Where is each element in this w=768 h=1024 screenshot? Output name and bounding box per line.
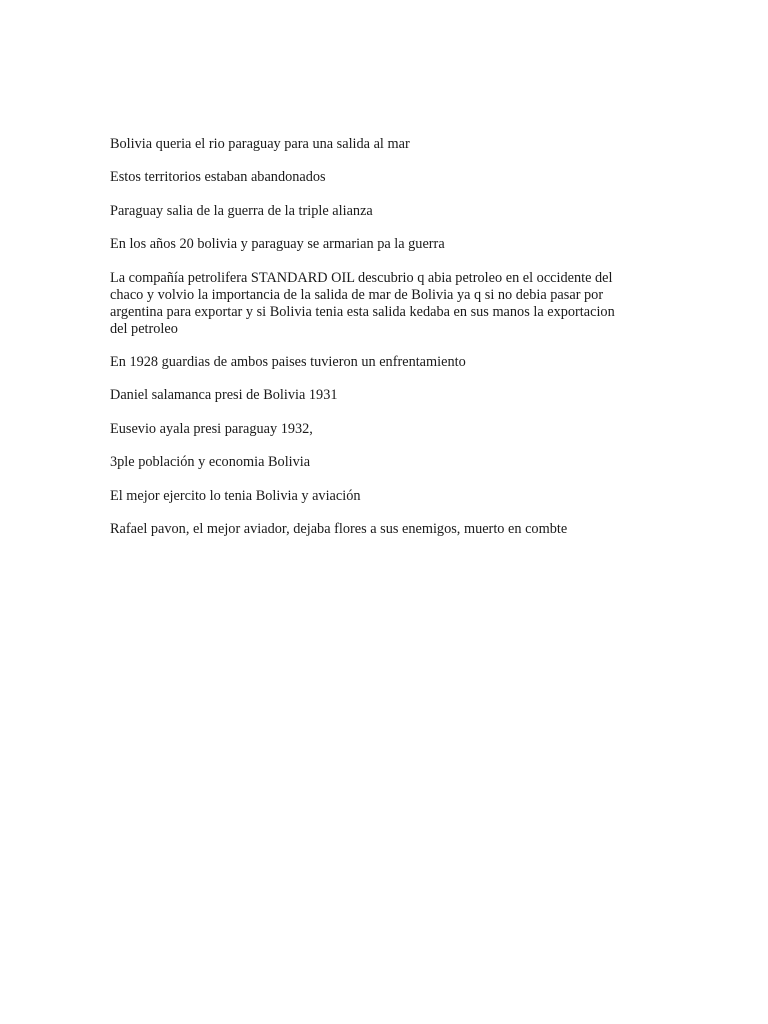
paragraph-6: En 1928 guardias de ambos paises tuvieron un enfrentamiento <box>110 353 466 370</box>
paragraph-5: La compañía petrolifera STANDARD OIL descubrio q abia petroleo en el occidente del chaco y volvio la importancia de la salida de mar de Bolivia ya q si no debia pasar por argentina para exportar y si Bolivia tenia esta salida kedaba en sus manos la exportacion del petroleo <box>110 269 615 337</box>
paragraph-1: Bolivia queria el rio paraguay para una salida al mar <box>110 136 410 152</box>
paragraph-4: En los años 20 bolivia y paraguay se armarian pa la guerra <box>110 236 445 253</box>
paragraph-2: Estos territorios estaban abandonados <box>110 169 326 186</box>
document-body <box>110 136 630 554</box>
paragraph-7: Daniel salamanca presi de Bolivia 1931 <box>110 387 338 404</box>
paragraph-9: 3ple población y economia Bolivia <box>110 454 311 471</box>
paragraph-11: Rafael pavon, el mejor aviador, dejaba flores a sus enemigos, muerto en combte <box>110 520 568 537</box>
paragraph-3: Paraguay salia de la guerra de la triple alianza <box>110 202 373 219</box>
paragraph-8: Eusevio ayala presi paraguay 1932, <box>110 420 313 437</box>
paragraph-10: El mejor ejercito lo tenia Bolivia y aviación <box>110 487 361 504</box>
